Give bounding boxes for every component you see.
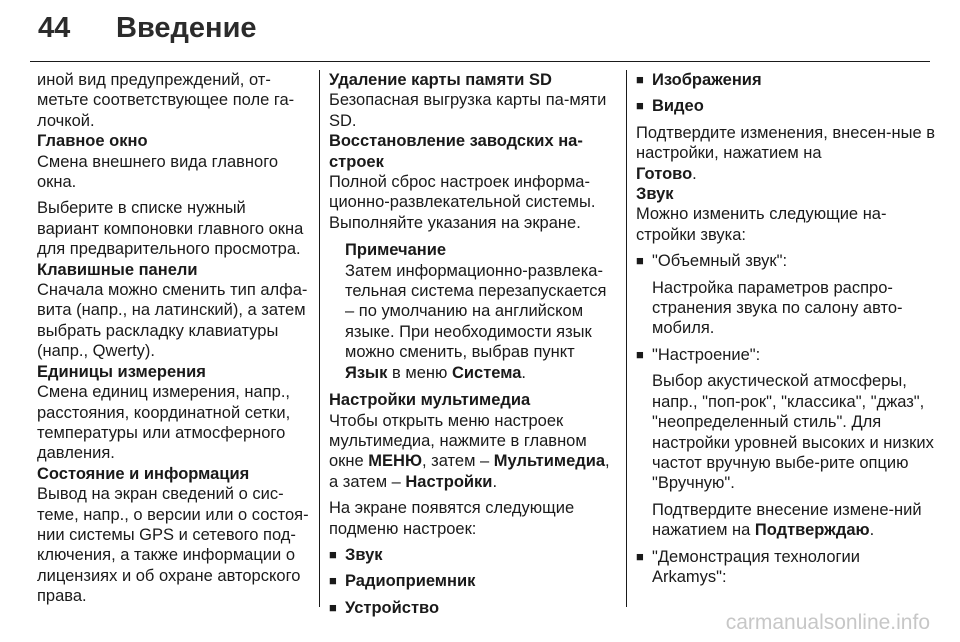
bullet-icon: ■ <box>329 546 337 562</box>
note-text <box>345 261 618 383</box>
note-body: Затем информационно-развлека-тельная система перезапускается – по умолчанию на английском языке. При необходимости язык можно сменить, выбрав пункт <box>345 261 607 362</box>
text-fragment: . <box>492 472 498 491</box>
text-fragment: , затем – <box>421 452 494 471</box>
section-text: Смена единиц измерения, напр., расстояния, координатной сетки, температуры или атмосферного давления. <box>37 383 291 463</box>
chapter-title: Введение <box>116 12 257 44</box>
list-item <box>329 571 618 591</box>
column-divider <box>626 70 627 607</box>
note-bold-system: Система <box>451 363 522 382</box>
section-title: Звук <box>636 185 674 204</box>
section-text <box>329 411 618 493</box>
bullet-icon: ■ <box>329 573 337 589</box>
bold-settings: Настройки <box>405 472 493 491</box>
list-item-label: "Настроение": <box>652 345 761 364</box>
note-bold-language: Язык <box>345 363 388 382</box>
note-title: Примечание <box>345 241 447 260</box>
column-divider <box>319 70 320 607</box>
bullet-icon: ■ <box>636 72 644 87</box>
list-item-label: "Объемный звук": <box>652 252 788 271</box>
bold-menu: МЕНЮ <box>368 452 422 471</box>
section-title: Единицы измерения <box>37 362 206 381</box>
section-title: Состояние и информация <box>37 464 250 483</box>
section-text: Можно изменить следующие на-стройки звука: <box>636 205 887 244</box>
column-middle <box>329 70 618 618</box>
column-right <box>636 70 936 587</box>
bullet-icon: ■ <box>636 346 644 362</box>
note-box <box>329 240 618 383</box>
list-item <box>636 251 936 339</box>
section-text: На экране появятся следующие подменю настроек: <box>329 499 575 538</box>
list-item-label: Видео <box>652 97 704 116</box>
bold-confirm: Подтверждаю <box>754 521 870 540</box>
text-fragment: Подтвердите изменения, внесен-ные в настройки, нажатием на <box>636 123 935 163</box>
section-text: Смена внешнего вида главного окна. <box>37 152 279 192</box>
list-item-label: Звук <box>345 545 383 564</box>
note-mid: в меню <box>387 363 452 382</box>
list-item-text <box>652 500 936 541</box>
section-text: Выберите в списке нужный вариант компоновки главного окна для предварительного просмотра. <box>37 199 304 259</box>
text-fragment: Чтобы открыть меню настроек мультимедиа, нажмите в главном окне <box>329 411 587 471</box>
header-rule <box>30 61 930 62</box>
bullet-icon: ■ <box>329 599 337 615</box>
section-text: Полной сброс настроек информа-ционно-развлекательной системы. Выполняйте указания на экране. <box>329 173 596 232</box>
list-item <box>329 545 618 565</box>
bold-done: Готово <box>636 164 693 183</box>
list-item-text: Настройка параметров распро-странения звука по салону авто-мобиля. <box>652 278 903 338</box>
section-title: Главное окно <box>37 132 148 151</box>
list-item-label: Радиоприемник <box>345 572 476 591</box>
section-title: Восстановление заводских на-строек <box>329 132 583 171</box>
text-fragment: , а затем – <box>329 452 610 491</box>
section-text <box>636 123 936 184</box>
list-item <box>329 598 618 618</box>
section-title: Клавишные панели <box>37 260 198 279</box>
section-text: Безопасная выгрузка карты па-мяти SD. <box>329 91 607 130</box>
list-item <box>636 345 936 541</box>
bullet-icon: ■ <box>636 253 644 269</box>
list-item-label: "Демонстрация технологии Arkamys": <box>652 547 860 586</box>
list-item-label: Изображения <box>652 71 762 89</box>
list-item-text: Выбор акустической атмосферы, напр., "поп-рок", "классика", "джаз", "неопределенный стиль". Для настройки уровней высоких и низких частот вручную выбе-рите опцию "Вручную". <box>652 372 934 493</box>
bold-multimedia: Мультимедиа <box>493 452 606 471</box>
note-end: . <box>521 363 526 382</box>
text-fragment: . <box>692 164 697 183</box>
page-number: 44 <box>38 12 71 44</box>
column-left <box>37 70 309 607</box>
list-item-label: Устройство <box>345 598 440 617</box>
bullet-icon: ■ <box>636 98 644 114</box>
bullet-icon: ■ <box>636 548 644 564</box>
section-text: Вывод на экран сведений о сис-теме, напр., о версии или о состоя-нии системы GPS и сетевого под-ключения, а также информации о лицензиях и об охране авторского права. <box>37 485 309 606</box>
intro-text: иной вид предупреждений, от-метьте соответствующее поле га-лочкой. <box>37 71 295 130</box>
list-item <box>636 547 936 588</box>
list-item <box>636 70 936 90</box>
page-header <box>0 0 960 62</box>
section-title: Настройки мультимедиа <box>329 391 531 410</box>
list-item <box>636 96 936 116</box>
watermark: carmanualsonline.info <box>725 611 930 634</box>
section-title: Удаление карты памяти SD <box>329 71 552 89</box>
text-fragment: . <box>869 521 875 540</box>
text-fragment: Подтвердите внесение измене-ний нажатием на <box>652 500 922 540</box>
section-text: Сначала можно сменить тип алфа-вита (напр., на латинский), а затем выбрать раскладку клавиатуры (напр., Qwerty). <box>37 281 308 361</box>
